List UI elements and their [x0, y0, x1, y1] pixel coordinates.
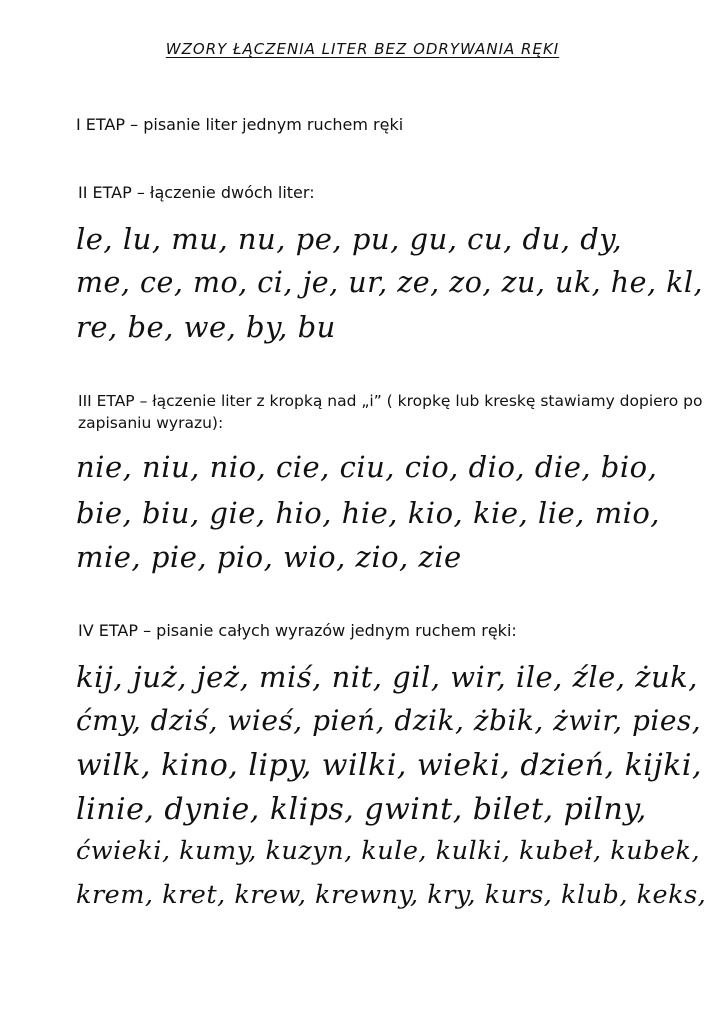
stage-3-line-2: bie, biu, gie, hio, hie, kio, kie, lie, mio,	[76, 496, 661, 530]
stage-1-heading: I ETAP – pisanie liter jednym ruchem ręki	[76, 115, 404, 134]
stage-2-line-1: le, lu, mu, nu, pe, pu, gu, cu, du, dy,	[76, 222, 623, 256]
stage-2-heading: II ETAP – łączenie dwóch liter:	[78, 183, 315, 202]
stage-4-line-5: ćwieki, kumy, kuzyn, kule, kulki, kubeł, kubek,	[76, 836, 701, 866]
stage-3-line-3: mie, pie, pio, wio, zio, zie	[76, 540, 462, 574]
stage-4-line-3: wilk, kino, lipy, wilki, wieki, dzień, kijki,	[76, 748, 703, 783]
stage-2-line-3: re, be, we, by, bu	[76, 310, 336, 344]
stage-4-line-2: ćmy, dziś, wieś, pień, dzik, żbik, żwir, pies,	[76, 704, 702, 737]
stage-3-line-1: nie, niu, nio, cie, ciu, cio, dio, die, bio,	[76, 450, 658, 484]
stage-4-line-1: kij, już, jeż, miś, nit, gil, wir, ile, źle, żuk,	[76, 660, 698, 694]
stage-4-line-6: krem, kret, krew, krewny, kry, kurs, klub, keks,	[76, 880, 707, 910]
page-title: WZORY ŁĄCZENIA LITER BEZ ODRYWANIA RĘKI	[165, 40, 560, 58]
stage-4-heading: IV ETAP – pisanie całych wyrazów jednym ruchem ręki:	[78, 621, 517, 640]
stage-4-line-4: linie, dynie, klips, gwint, bilet, pilny,	[76, 792, 647, 827]
stage-3-heading: III ETAP – łączenie liter z kropką nad „i” ( kropkę lub kreskę stawiamy dopiero po zapisaniu wyrazu):	[78, 392, 703, 432]
stage-2-line-2: me, ce, mo, ci, je, ur, ze, zo, zu, uk, he, kl,	[76, 266, 704, 299]
